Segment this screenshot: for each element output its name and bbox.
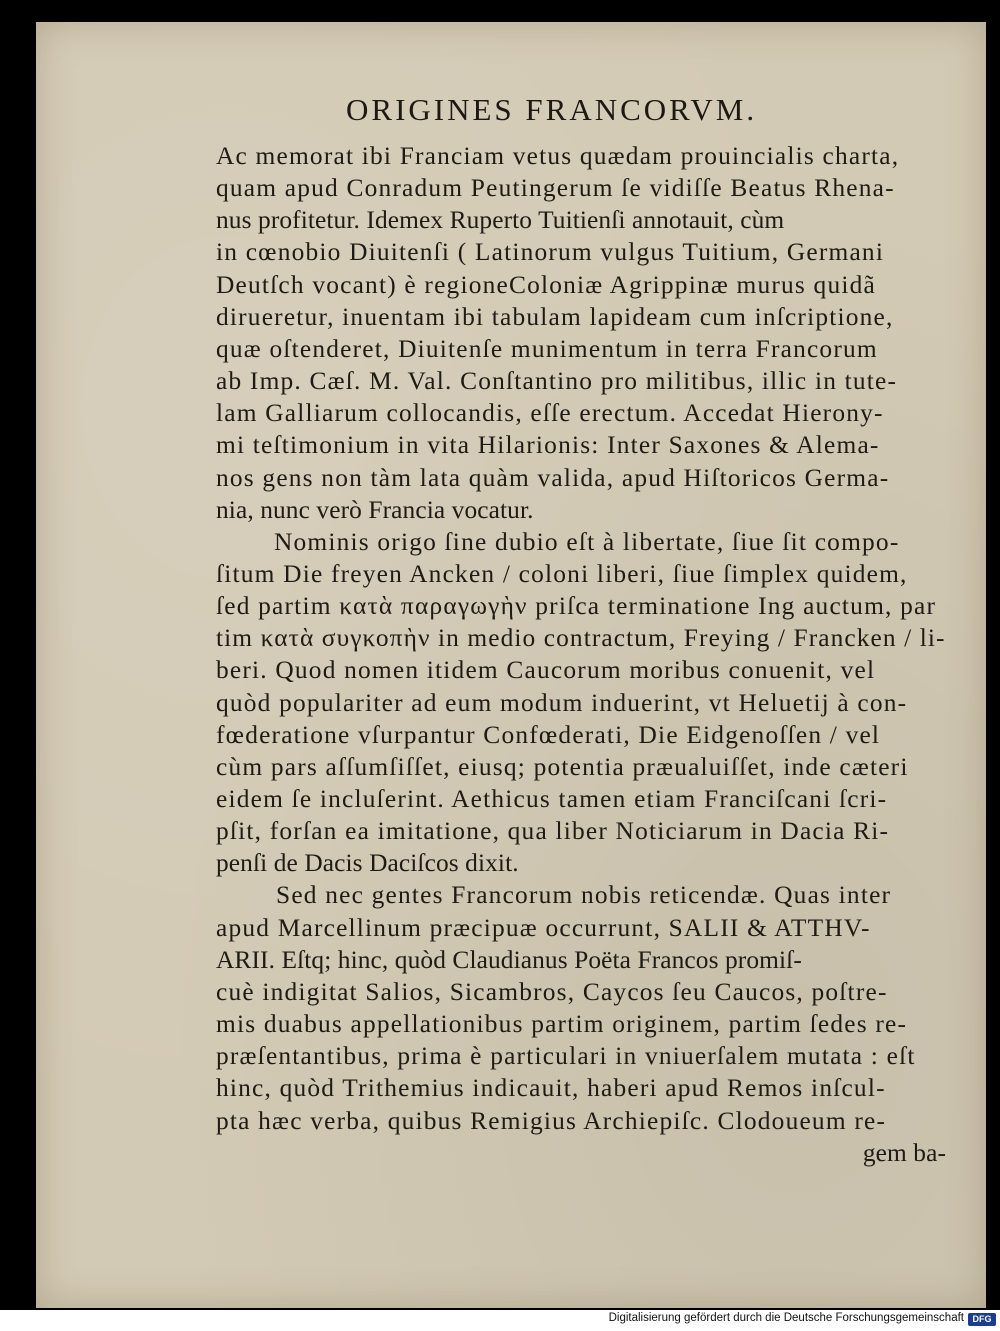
text-line: hinc, quòd Trithemius indicauit, haberi apud Remos inſcul-: [216, 1074, 886, 1103]
text-line: quam apud Conradum Peutingerum ſe vidiſſe Beatus Rhena-: [216, 174, 895, 203]
text-line: ab Imp. Cæſ. M. Val. Conſtantino pro militibus, illic in tute-: [216, 367, 898, 396]
text-line: Nominis origo ſine dubio eſt à libertate, ſiue ſit compo-: [274, 527, 900, 556]
text-line: ſed partim κατὰ παραγωγὴν priſca terminatione Ing auctum, par: [216, 592, 937, 621]
text-line: mi teſtimonium in vita Hilarionis: Inter Saxones & Alema-: [216, 431, 880, 460]
running-head: ORIGINES FRANCORVM.: [346, 92, 758, 127]
text-line: mis duabus appellationibus partim originem, partim ſedes re-: [216, 1010, 908, 1039]
text-line: apud Marcellinum præcipuæ occurrunt, SALII & ATTHV-: [216, 913, 871, 942]
text-line: quæ oſtenderet, Diuitenſe munimentum in terra Francorum: [216, 334, 878, 363]
text-line: in cœnobio Diuitenſi ( Latinorum vulgus Tuitium, Germani: [216, 238, 885, 267]
book-page: [36, 22, 986, 1308]
digitization-footer: [0, 1310, 1000, 1331]
dfg-logo: DFG: [968, 1313, 996, 1326]
text-line: cùm pars aſſumſiſſet, eiusq; potentia præualuiſſet, inde cæteri: [216, 752, 909, 781]
text-line: pta hæc verba, quibus Remigius Archiepiſc. Clodoueum re-: [216, 1106, 887, 1135]
text-line: pſit, forſan ea imitatione, qua liber Noticiarum in Dacia Ri-: [216, 817, 890, 846]
text-line: penſi de Dacis Daciſcos dixit.: [216, 849, 519, 878]
text-line: nia, nunc verò Francia vocatur.: [216, 495, 534, 524]
text-line: gem ba-: [862, 1138, 946, 1167]
text-line: fœderatione vſurpantur Confœderati, Die Eidgenoſſen / vel: [216, 720, 881, 749]
text-line: tim κατὰ συγκοπὴν in medio contractum, Freying / Francken / li-: [216, 624, 946, 653]
text-line: nus profitetur. Idemex Ruperto Tuitienſi annotauit, cùm: [216, 206, 785, 235]
text-line: eidem ſe incluſerint. Aethicus tamen etiam Franciſcani ſcri-: [216, 785, 888, 813]
text-line: cuè indigitat Salios, Sicambros, Caycos ſeu Caucos, poſtre-: [216, 977, 888, 1006]
text-line: Ac memorat ibi Franciam vetus quædam prouincialis charta,: [216, 142, 900, 170]
text-line: dirueretur, inuentam ibi tabulam lapideam cum inſcriptione,: [216, 302, 894, 331]
text-line: præſentantibus, prima è particulari in vniuerſalem mutata : eſt: [216, 1042, 916, 1071]
text-line: ſitum Die freyen Ancken / coloni liberi, ſiue ſimplex quidem,: [216, 559, 908, 588]
text-line: lam Galliarum collocandis, eſſe erectum. Accedat Hierony-: [216, 399, 884, 428]
text-line: Deutſch vocant) è regioneColoniæ Agrippinæ murus quidã: [216, 270, 876, 299]
text-line: ARII. Eſtq; hinc, quòd Claudianus Poëta Francos promiſ-: [216, 945, 802, 974]
funding-notice: Digitalisierung gefördert durch die Deutsche Forschungsgemeinschaft: [608, 1312, 964, 1324]
text-line: nos gens non tàm lata quàm valida, apud Hiſtoricos Germa-: [216, 463, 890, 492]
text-line: beri. Quod nomen itidem Caucorum moribus conuenit, vel: [216, 656, 876, 685]
text-line: Sed nec gentes Francorum nobis reticendæ. Quas inter: [276, 881, 892, 910]
text-line: quòd populariter ad eum modum induerint, vt Heluetij à con-: [216, 688, 908, 717]
